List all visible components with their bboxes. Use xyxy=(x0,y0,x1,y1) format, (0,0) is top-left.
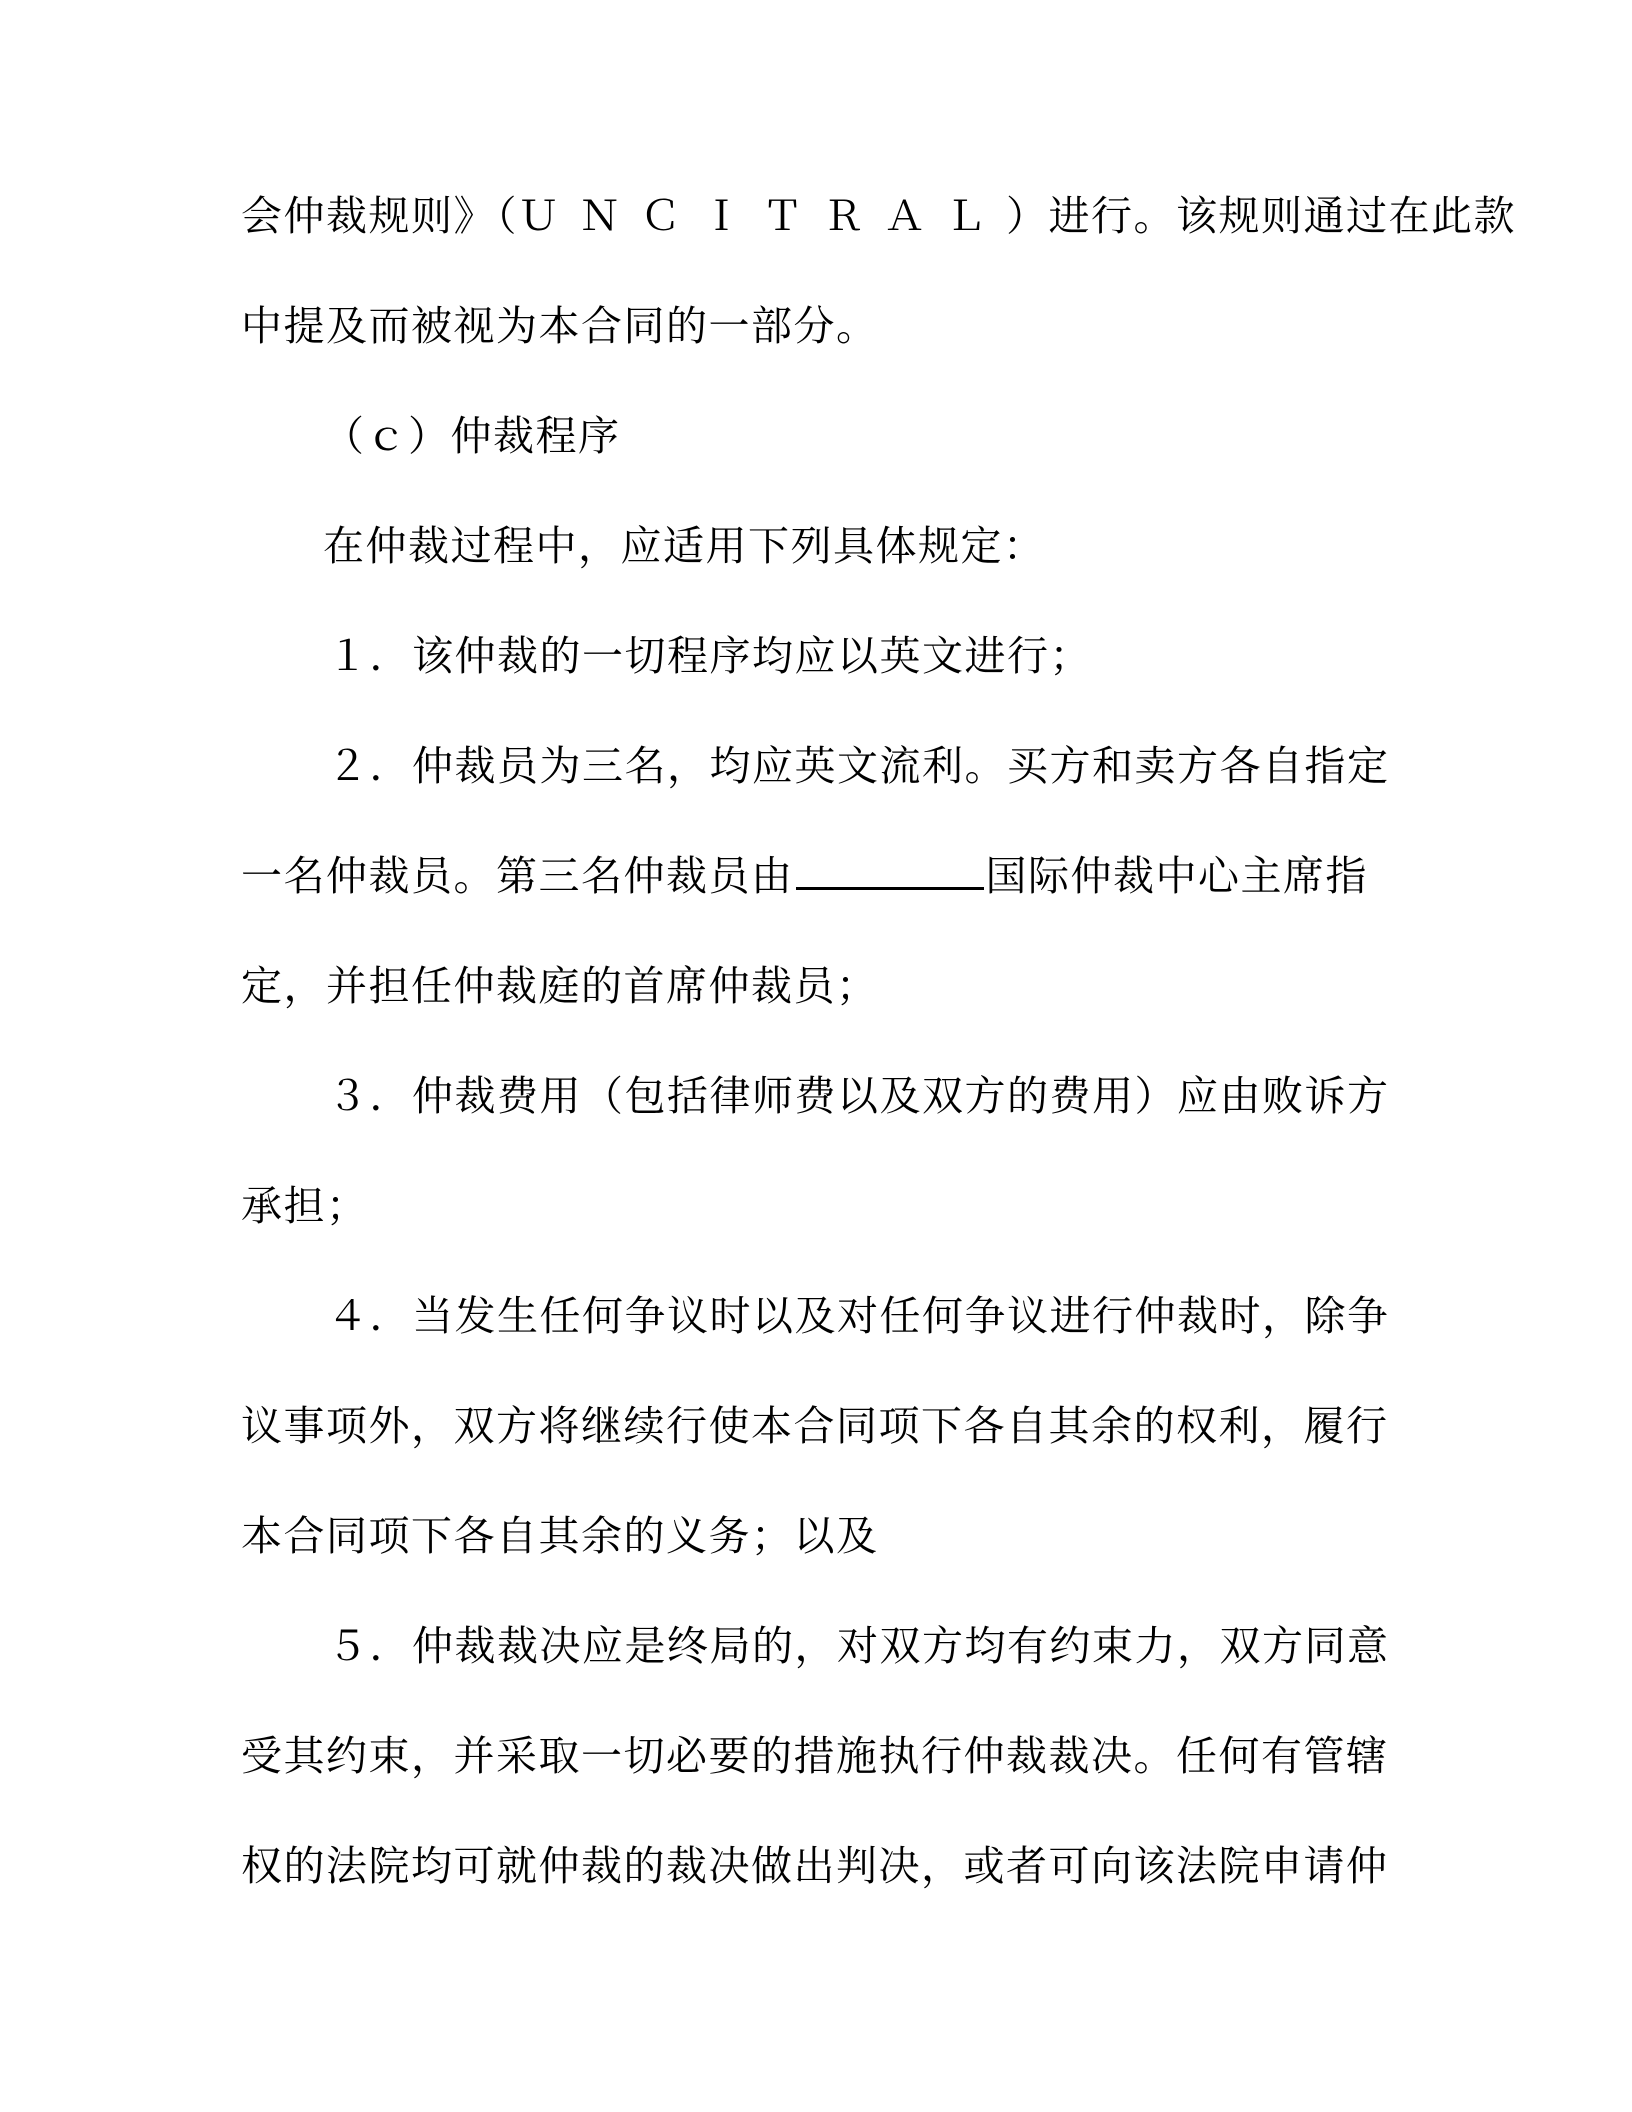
text-line-10: 承担； xyxy=(241,1182,369,1230)
text-line-1 xyxy=(241,188,1516,244)
list-item-4: ４．当发生任何争议时以及对任何争议进行仲裁时，除争 xyxy=(327,1292,1390,1340)
blank-fill-line xyxy=(796,849,984,890)
text-line-13: 本合同项下各自其余的义务；以及 xyxy=(241,1512,879,1560)
uncitral-text: ＵＮＣＩＴＲＡＬ xyxy=(518,192,1006,240)
text-line-12: 议事项外，双方将继续行使本合同项下各自其余的权利，履行 xyxy=(241,1402,1389,1450)
text-line-15: 受其约束，并采取一切必要的措施执行仲裁裁决。任何有管辖 xyxy=(241,1732,1389,1780)
list-item-1: １．该仲裁的一切程序均应以英文进行； xyxy=(327,632,1092,680)
list-item-5: ５．仲裁裁决应是终局的，对双方均有约束力，双方同意 xyxy=(327,1622,1390,1670)
text-line-2: 中提及而被视为本合同的一部分。 xyxy=(241,302,879,350)
text-segment: 会仲裁规则》（ xyxy=(241,192,518,240)
list-item-2: ２．仲裁员为三名，均应英文流利。买方和卖方各自指定 xyxy=(327,742,1390,790)
text-segment: ）进行。该规则通过在此款 xyxy=(1006,192,1516,240)
text-line-8: 定，并担任仲裁庭的首席仲裁员； xyxy=(241,962,879,1010)
text-segment: 国际仲裁中心主席指 xyxy=(985,852,1368,900)
section-heading-c: （ｃ）仲裁程序 xyxy=(323,412,621,460)
text-line-7 xyxy=(241,848,1401,904)
text-segment: 一名仲裁员。第三名仲裁员由 xyxy=(241,852,794,900)
paragraph-intro: 在仲裁过程中，应适用下列具体规定： xyxy=(323,522,1046,570)
list-item-3: ３．仲裁费用（包括律师费以及双方的费用）应由败诉方 xyxy=(327,1072,1390,1120)
text-line-16: 权的法院均可就仲裁的裁决做出判决，或者可向该法院申请仲 xyxy=(241,1842,1389,1890)
